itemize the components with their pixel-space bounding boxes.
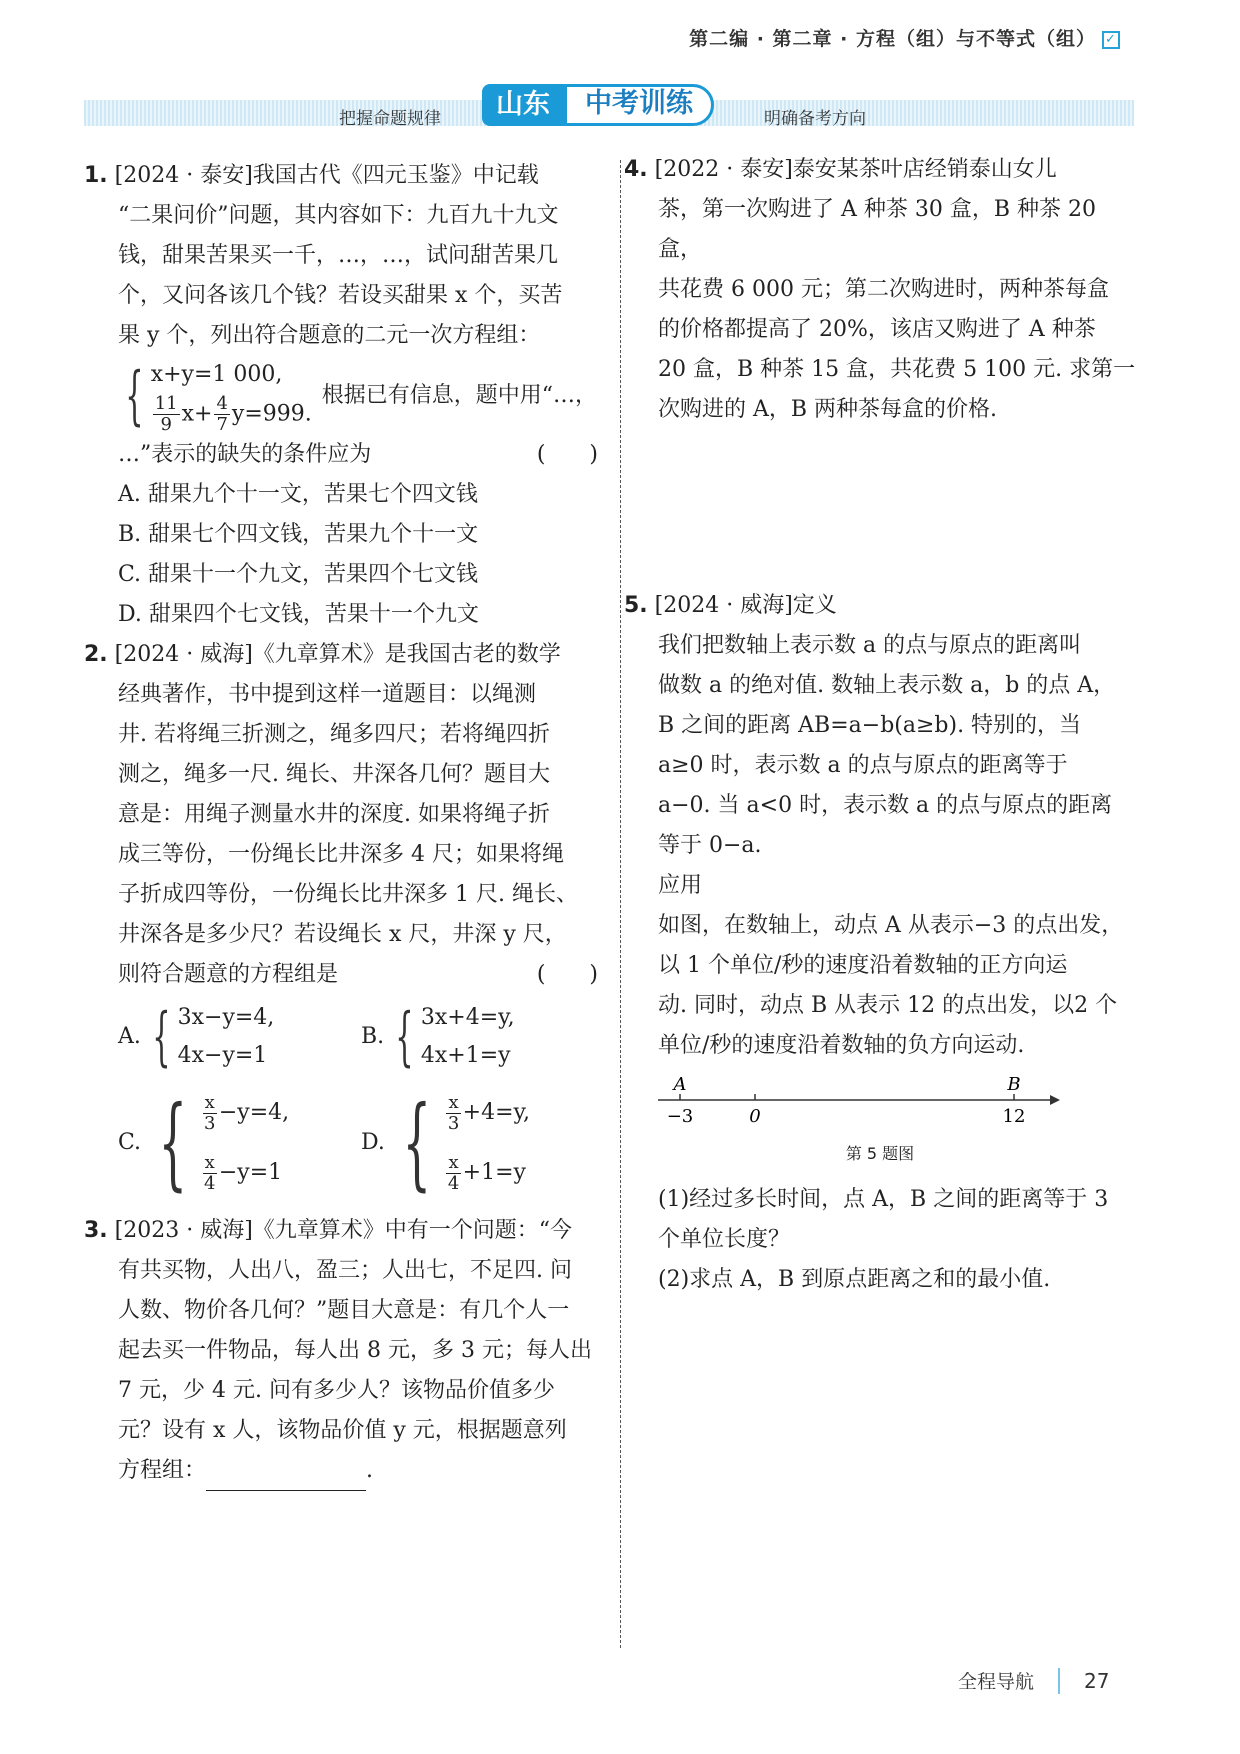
option-label: D.	[361, 1130, 385, 1155]
fraction-numerator: x	[204, 1151, 215, 1173]
q5-heading: [2024 · 威海]定义	[654, 593, 837, 618]
q4-line: 次购进的 A，B 两种茶每盒的价格.	[658, 397, 998, 422]
equation-text: y=999.	[231, 401, 312, 427]
equation-system	[118, 356, 312, 435]
equation-line: 4x−y=1	[177, 1043, 268, 1068]
checkbox-icon: ✓	[1102, 31, 1120, 49]
option-c: C. 甜果十一个九文，苦果四个七文钱	[118, 562, 479, 587]
badge-title: 中考训练	[564, 84, 714, 126]
book-title: 全程导航	[958, 1671, 1035, 1693]
option-label: B.	[361, 1024, 385, 1049]
question-number: 2.	[84, 642, 108, 667]
q5-apply-heading: 应用	[658, 873, 703, 898]
figure-caption: 第 5 题图	[845, 1144, 915, 1163]
equation-line: 4x+1=y	[420, 1043, 511, 1068]
option-a	[118, 999, 361, 1075]
equation-text: +1=y	[462, 1160, 526, 1185]
q3-line: 有共买物，人出八，盈三；人出七，不足四. 问	[118, 1258, 572, 1283]
equation-text: +4=y,	[462, 1100, 531, 1125]
q2-options-row-2	[84, 1083, 604, 1203]
q3-line: 方程组：	[118, 1458, 207, 1483]
q4-line: [2022 · 泰安]泰安某茶叶店经销泰山女儿	[654, 157, 1057, 182]
equation-line	[201, 1083, 289, 1143]
q1-line: 果 y 个，列出符合题意的二元一次方程组：	[118, 323, 541, 348]
q5-line: a≥0 时，表示数 a 的点与原点的距离等于	[658, 753, 1068, 778]
option-d: D. 甜果四个七文钱，苦果十一个九文	[118, 602, 479, 627]
q4-line: 的价格都提高了 20%，该店又购进了 A 种茶	[658, 317, 1096, 342]
brace-icon: {	[395, 1000, 414, 1074]
equation-line: 3x−y=4,	[177, 1005, 275, 1030]
number-line-diagram	[658, 1072, 1138, 1134]
tick-label: 12	[1002, 1106, 1026, 1127]
q5-line: 做数 a 的绝对值. 数轴上表示数 a，b 的点 A，	[658, 673, 1116, 698]
equation-line	[201, 1143, 289, 1203]
q2-line: 子折成四等份，一份绳长比井深多 1 尺. 绳长、	[118, 882, 578, 907]
equation-text: −y=1	[218, 1160, 283, 1185]
column-divider	[620, 160, 621, 1648]
brace-icon: {	[158, 1084, 188, 1201]
q3-line: 7 元，少 4 元. 问有多少人？该物品价值多少	[118, 1378, 555, 1403]
option-label: C.	[118, 1130, 142, 1155]
question-number: 4.	[624, 157, 648, 182]
option-d	[361, 1083, 604, 1203]
q3-line: 元？设有 x 人，该物品价值 y 元，根据题意列	[118, 1418, 567, 1443]
arrow-icon	[1050, 1095, 1060, 1105]
page-number: 27	[1084, 1668, 1110, 1693]
running-title: 第二编 · 第二章 · 方程（组）与不等式（组）	[689, 28, 1096, 50]
q5-subquestion-1: 个单位长度？	[658, 1227, 791, 1252]
fraction-denominator: 7	[216, 414, 228, 435]
fraction-denominator: 3	[447, 1112, 460, 1134]
brace-icon: {	[125, 358, 144, 433]
q2-options-row-1	[84, 999, 604, 1075]
equation-text: −y=4,	[218, 1100, 290, 1125]
question-3: 3. [2023 · 威海]《九章算术》中有一个问题：“今 有共买物，人出八，盈三；人出七，不足四. 问 人数、物价各几何？”题目大意是：有几个人一 起去买一件物品，每人出 8 元，多 3 元；每人出 7 元，少 4 元. 问有多少人？该物品价值多少 元？设有 x 人，该物品价值 y 元，根据题意列 方程组： .	[84, 1211, 604, 1491]
question-4	[624, 150, 1136, 430]
page-footer	[958, 1667, 1109, 1694]
brace-icon: {	[152, 1000, 171, 1074]
badge-province: 山东	[482, 84, 564, 126]
q1-line: 钱，甜果苦果买一千，…，…，试问甜苦果几	[118, 243, 559, 268]
q5-line: 如图，在数轴上，动点 A 从表示−3 的点出发，	[658, 913, 1124, 938]
banner-right-text: 明确备考方向	[764, 109, 866, 129]
q4-line: 茶，第一次购进了 A 种茶 30 盒，B 种茶 20 盒，	[658, 197, 1097, 262]
fraction-denominator: 4	[204, 1172, 216, 1194]
question-number: 1.	[84, 163, 108, 188]
fraction-denominator: 4	[447, 1172, 460, 1194]
question-2	[84, 635, 604, 1203]
fraction-numerator: x	[204, 1091, 215, 1113]
q3-line: 人数、物价各几何？”题目大意是：有几个人一	[118, 1298, 570, 1323]
q5-line: 以 1 个单位/秒的速度沿着数轴的正方向运	[658, 953, 1068, 978]
q2-line: 成三等份，一份绳长比井深多 4 尺；如果将绳	[118, 842, 564, 867]
q2-line: 意是：用绳子测量水井的深度. 如果将绳子折	[118, 802, 550, 827]
point-a-label: A	[673, 1074, 687, 1095]
q5-line: 单位/秒的速度沿着数轴的负方向运动.	[658, 1033, 1025, 1058]
q4-line: 20 盒，B 种茶 15 盒，共花费 5 100 元. 求第一	[658, 357, 1136, 382]
question-number: 3.	[84, 1218, 108, 1243]
q1-equation-system	[84, 356, 604, 435]
q5-subquestion-2: (2)求点 A，B 到原点距离之和的最小值.	[658, 1267, 1051, 1292]
q5-line: a−0. 当 a<0 时，表示数 a 的点与原点的距离	[658, 793, 1113, 818]
q1-line: …”表示的缺失的条件应为	[118, 442, 372, 467]
q5-line: 我们把数轴上表示数 a 的点与原点的距离叫	[658, 633, 1082, 658]
equation-line: 3x+4=y,	[420, 1005, 515, 1030]
equation-line: x+y=1 000,	[150, 362, 283, 387]
q1-line: [2024 · 泰安]我国古代《四元玉鉴》中记载	[114, 163, 539, 188]
question-1	[84, 156, 604, 635]
equation-line	[151, 394, 312, 435]
running-header	[689, 24, 1120, 51]
right-column	[624, 150, 1136, 1300]
question-5	[624, 586, 1136, 1300]
q2-line: 则符合题意的方程组是	[118, 962, 339, 987]
q2-line: 经典著作，书中提到这样一道题目：以绳测	[118, 682, 537, 707]
option-c	[118, 1083, 361, 1203]
tick-label: −3	[666, 1106, 694, 1127]
q1-line: “二果问价”问题，其内容如下：九百九十九文	[118, 203, 559, 228]
option-label: A.	[118, 1024, 141, 1049]
fraction-denominator: 9	[160, 414, 172, 435]
equation-line	[444, 1083, 530, 1143]
q3-line: [2023 · 威海]《九章算术》中有一个问题：“今	[114, 1218, 573, 1243]
q1-line: 根据已有信息，题中用“…，	[321, 382, 598, 408]
banner-left-text: 把握命题规律	[339, 109, 441, 129]
q2-line: 井深各是多少尺？若设绳长 x 尺，井深 y 尺，	[118, 922, 567, 947]
answer-blank[interactable]	[206, 1464, 366, 1491]
q1-line: 个，又问各该几个钱？若设买甜果 x 个，买苦	[118, 283, 563, 308]
fraction-numerator: 11	[154, 393, 178, 414]
tick-label: 0	[749, 1106, 761, 1127]
q4-line: 共花费 6 000 元；第二次购进时，两种茶每盒	[658, 277, 1109, 302]
q5-subquestion-1: (1)经过多长时间，点 A，B 之间的距离等于 3	[658, 1187, 1109, 1212]
answer-parentheses: ( )	[536, 962, 598, 987]
q2-line: 测之，绳多一尺. 绳长、井深各几何？题目大	[118, 762, 550, 787]
fraction-denominator: 3	[204, 1112, 216, 1134]
equation-text: x+	[181, 401, 213, 427]
footer-divider	[1058, 1668, 1060, 1694]
equation-line	[444, 1143, 530, 1203]
fraction-numerator: 4	[216, 393, 228, 414]
q3-line: 起去买一件物品，每人出 8 元，多 3 元；每人出	[118, 1338, 592, 1363]
question-number: 5.	[624, 593, 648, 618]
option-a: A. 甜果九个十一文，苦果七个四文钱	[118, 482, 478, 507]
fraction-numerator: x	[448, 1091, 459, 1113]
q5-line: 等于 0−a.	[658, 833, 762, 858]
banner-badge	[482, 84, 714, 126]
option-b: B. 甜果七个四文钱，苦果九个十一文	[118, 522, 479, 547]
q5-line: B 之间的距离 AB=a−b(a≥b). 特别的，当	[658, 713, 1082, 738]
left-column	[84, 156, 604, 1491]
q2-line: [2024 · 威海]《九章算术》是我国古老的数学	[114, 642, 561, 667]
brace-icon: {	[402, 1084, 431, 1201]
option-b	[361, 999, 604, 1075]
q5-line: 动. 同时，动点 B 从表示 12 的点出发，以2 个	[658, 993, 1118, 1018]
fraction-numerator: x	[448, 1151, 459, 1173]
answer-parentheses: ( )	[536, 442, 598, 467]
q2-line: 井. 若将绳三折测之，绳多四尺；若将绳四折	[118, 722, 550, 747]
point-b-label: B	[1007, 1074, 1021, 1095]
